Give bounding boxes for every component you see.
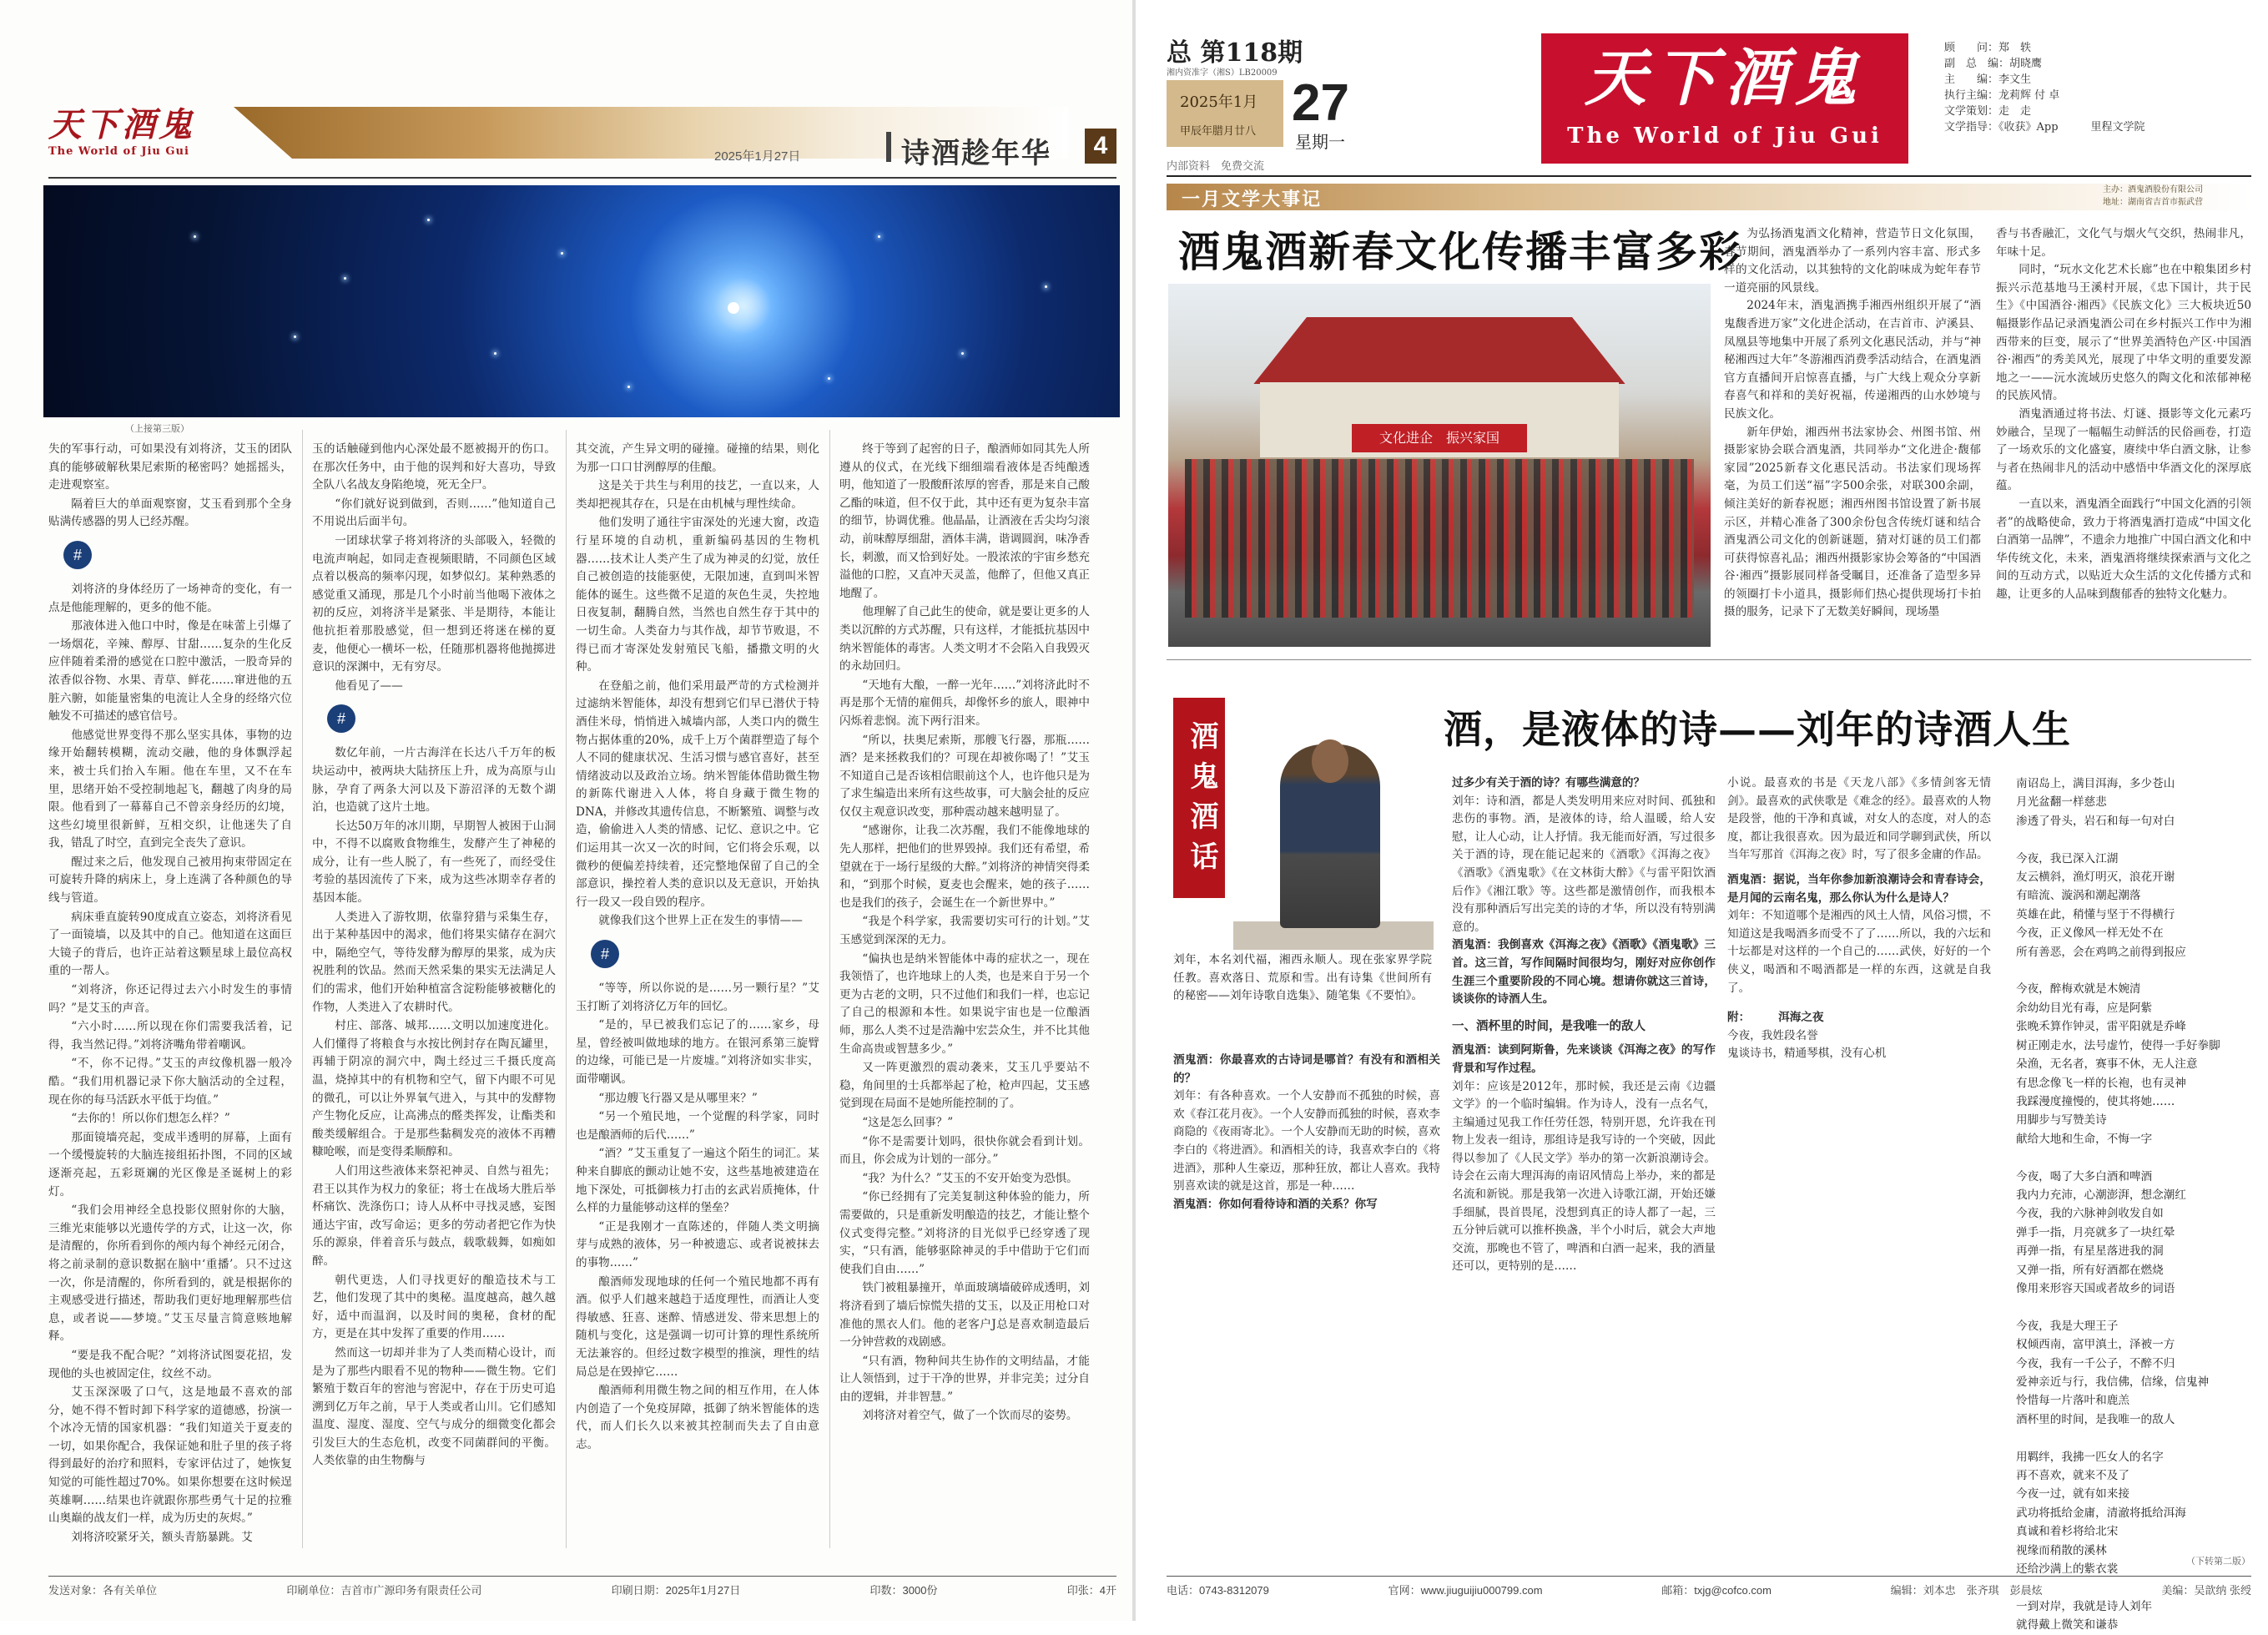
footer-right (1167, 1576, 2251, 1597)
paragraph: 同时，“玩水文化艺术长廊”也在中粮集团乡村振兴示范基地马王溪村开展，《忠下国计，共于民生》《中国酒谷·湘西》《民族文化》三大板块近50幅摄影作品记录酒鬼酒公司在乡村振兴工作中为湘西带来的巨变，展示了“世界美酒特色产区·中国酒谷·湘西”的秀美风光，展现了中华文明的重要发源地之一——沅水流域历史悠久的陶文化和浓郁神秘的民族风情。 (1996, 263, 2251, 403)
question: 过多少有关于酒的诗？有哪些满意的？ (1452, 776, 1646, 790)
paragraph: “这是怎么回事？” (862, 1115, 954, 1129)
paragraph: 刘将济咬紧牙关，额头青筋暴跳。艾 (71, 1530, 253, 1544)
paragraph: 香与书香融汇，文化气与烟火气交织，热闹非凡，年味十足。 (1996, 227, 2251, 259)
interview-headline: 酒，是液体的诗——刘年的诗酒人生 (1444, 707, 2071, 752)
paragraph: 酿酒师利用微生物之间的相互作用，在人体内创造了一个免疫屏障，抵御了纳米智能体的迭代，而人们长久以来被其控制而失去了自由意志。 (576, 1384, 819, 1451)
footer-editors: 编辑：刘本忠 张齐琪 彭晨炫 (1890, 1584, 2043, 1597)
subheading: 一、酒杯里的时间，是我唯一的敌人 (1452, 1018, 1646, 1033)
paragraph: 为弘扬酒鬼酒文化精神，营造节日文化氛围，春节期间，酒鬼酒举办了一系列内容丰富、形式多样的文化活动，以其独特的文化韵味成为蛇年春节一道亮丽的风景线。 (1724, 227, 1981, 295)
weekday: 星期一 (1295, 132, 1345, 152)
staff-list (1944, 40, 2253, 135)
day-number: 27 (1292, 74, 1349, 132)
interview-column-c (1452, 775, 1716, 1567)
paragraph: 酿酒师发现地球的任何一个殖民地都不再有酒。似乎人们越来越趋于适度理性，而酒让人变得敏感、狂喜、迷醉、情感迸发、带来思想上的随机与变化，这是强调一切可计算的理性系统所无法兼容的。但经过数字模型的推演，理性的结局总是在毁掉它…… (576, 1274, 819, 1379)
paragraph: 病床垂直旋转90度成直立姿态，刘将济看见了一面镜墙，以及其中的自己。他知道在这面巨大镜子的背后，也许正站着这颗星球上最位高权重的一帮人。 (48, 910, 292, 978)
paragraph: 这是关于共生与利用的技艺，一直以来，人类却把视其存在，只是在由机械与理性续命。 (576, 479, 819, 511)
crowd (1185, 459, 1694, 618)
paragraph: 酒鬼酒通过将书法、灯谜、摄影等文化元素巧妙融合，呈现了一幅幅生动鲜活的民俗画卷，打造了一场欢乐的文化盛宴，赓续中华白酒文脉，让参与者在热闹非凡的活动中感悟中华酒文化的深厚底蕴。 (1996, 406, 2251, 493)
staff-item: 顾 问：郑 轶 (1944, 42, 2032, 54)
paragraph: “所以，扶奥尼索斯，那艘飞行器，那瓶……酒？是来拯救我们的？可现在却被你喝了！”艾玉不知道自己是否该相信眼前这个人，也许他只是为了求生编造出来所有这些故事，可大脑会扯的反应仅仅主观意识改变，那种震动越来越明显了。 (839, 733, 1090, 819)
paragraph: “刘将济，你还记得过去六小时发生的事情吗？”是艾玉的声音。 (48, 983, 292, 1015)
paragraph: 新年伊始，湘西州书法家协会、州图书馆、州摄影家协会联合酒鬼酒，共同举办“文化进企·馥郁家园”2025新春文化惠民活动。书法家们现场挥毫，为员工们送“福”字500余张，对联300余副，倾注美好的新春祝愿；湘西州图书馆设置了新书展示区，并精心准备了300余份包含传统灯谜和结合酒鬼酒公司文化的创新谜题，猜对灯谜的员工们都可获得惊喜礼品；湘西州摄影家协会筹备的“中国酒谷·湘西”摄影展同样备受瞩目，还准备了造型多异的领圈打卡小道具，摄影师们热心提供现场打卡拍摄的服务，记录下了无数美好瞬间，现场墨 (1724, 425, 1981, 619)
paragraph: 他们发明了通往宇宙深处的光速大窗，改造行星环境的自动机，重新编码基因的生物机器……技术让人类产生了成为神灵的幻觉，放任自己被创造的技能驱使，无限加速，直到叫米智能体的诞生。这些微不足道的灰色生灵，失控地日夜复制，翻腾自然，当然也自然生存于其中的一切生命。人类奋力与其作战，却节节败退，不得已而才寄深处发射殖民飞船，播撒文明的火种。 (576, 516, 819, 674)
paragraph: 艾玉深深吸了口气，这是地最不喜欢的部分，她不得不暂时卸下科学家的道德感，扮演一个冰冷无情的国家机器：“我们知道关于夏麦的一切，如果你配合，我保证她和肚子里的孩子将得到最好的治疗和照料，专家评估过了，她恢复知觉的可能性超过70%。如果你想要在这时候逞英雄啊……结果也许就跟你那些勇气十足的拉雅山奥巅的战友们一样，成为历史的灰烬。” (48, 1385, 292, 1526)
headline: 酒鬼酒新春文化传播丰富多彩 (1178, 227, 1742, 276)
paragraph: “等等，所以你说的是……另一颗行星？”艾玉打断了刘将济亿万年的回忆。 (576, 982, 819, 1013)
page-number: 4 (1085, 129, 1116, 164)
paragraph: “只有酒，物种间共生协作的文明结晶，才能让人领悟到，过于干净的世界，并非完美；过分自由的逻辑，并非智慧。” (839, 1354, 1090, 1404)
masthead-chinese: 天下酒鬼 (1585, 43, 1865, 114)
paragraph: 又一阵更激烈的震动袭来，艾玉几乎要站不稳，角间里的士兵都举起了枪，枪声四起，艾玉感觉到现在局面不是她所能控制的了。 (839, 1061, 1090, 1111)
distribution-note: 内部资料 免费交流 (1167, 160, 1265, 173)
footer-printer: 印刷单位：吉首市广源印务有限责任公司 (286, 1584, 482, 1597)
paragraph: “你已经拥有了完美复制这种体验的能力，所需要做的，只是重新发明酿造的技艺，才能让整个仪式变得完整。”刘将济的目光似乎已经穿透了现实，“只有酒，能够驱除神灵的手中借助于它们而使我们自由……” (839, 1190, 1090, 1276)
paragraph: “那边艘飞行器又是从哪里来？” (598, 1091, 758, 1105)
paragraph: 他看见了—— (335, 679, 403, 693)
footer-art-editor: 美编：吴歆纳 张绶 (2161, 1584, 2251, 1597)
paragraph: “不，你不记得。”艾玉的声纹像机器一般冷酷。“我们用机器记录下你大脑活动的全过程，现在你的每马活跃水平低于均值。” (48, 1057, 292, 1107)
answer: 刘年：诗和酒，都是人类发明用来应对时间、孤独和悲伤的事物。酒，是液体的诗，给人温暖，给人安慰，让人心动，让人抒情。我无能而好酒，写过很多关于酒的诗，现在能记起来的《酒歌》《洱海之夜》《酒歌》《酒鬼歌》《在文林街大醉》《与雷平阳饮酒后作》《湘江歌》等。这些都是激情创作，而我根本没有那种酒后写出完美的诗的才华，所以没有特别满意的。 (1452, 794, 1716, 934)
hash-section-icon: # (327, 704, 355, 733)
year-month: 2025年1月 (1180, 93, 1258, 111)
poem-title: 附： 洱海之夜 (1727, 1011, 1824, 1025)
paragraph: 铁门被粗暴撞开，单面玻璃墙破碎成透明，刘将济看到了墙后惊慌失措的艾玉，以及正用枪口对准他的黑衣人们。他的老客户J总是喜欢制造最后一分钟营救的戏剧感。 (839, 1281, 1090, 1350)
answer: 刘年：有各种喜欢。一个人安静而不孤独的时候，喜欢《春江花月夜》。一个人安静而孤独的时候，喜欢李商隐的《夜雨寄北》。一个人安静而无助的时候，喜欢李白的《将进酒》。和酒相关的诗，我喜欢李白的《将进酒》，那种人生豪迈，那种狂放，都让人喜欢。我特别喜欢读的就是这首，那是一种…… (1173, 1089, 1440, 1193)
photo-banner: 文化进企 振兴家国 (1352, 424, 1527, 452)
hash-section-icon: # (591, 940, 619, 968)
section-divider (1167, 659, 2251, 660)
paragraph: “是的，早已被我们忘记了的……家乡，母星，曾经被叫做地球的地方。在银河系第三旋臂的边缘，可能已是一片废墟。”刘将济如实非实，面带嘲讽。 (576, 1018, 819, 1086)
masthead-english: The World of Jiu Gui (1567, 124, 1882, 149)
answer: 刘年：应该是2012年，那时候，我还是云南《边疆文学》的一个临时编辑。作为诗人，没有一点名气，主编通过见我工作任劳任怨，特别开恩，允许我在刊物上发表一组诗，那组诗是我写诗的一个突破，因此得以参加了《人民文学》举办的第一次新浪潮诗会。诗会在云南大理洱海的南诏风情岛上举办，来的都是名流和新锐。那是我第一次进入诗歌江湖，开始还嫌手细腻，畏首畏尾，没想到真正的诗人都了一起，三五分钟后就可以推杯换盏，半个小时后，就会大声地交流，那晚也不管了，啤酒和白酒一起来，我的酒量还可以，更特别的是…… (1452, 1079, 1716, 1274)
poem-opening: 今夜，我姓段名誉 鬼谈诗书，精通琴棋，没有心机 (1727, 1028, 1887, 1061)
continued-to: （下转第二版） (2186, 1556, 2250, 1567)
question: 酒鬼酒：据说，当年你参加新浪潮诗会和青春诗会，是月闻的云南名鬼，那么你认为什么是诗人？ (1727, 872, 1991, 905)
paragraph: 终于等到了起窖的日子，酿酒师如同其先人所遵从的仪式，在光线下细细端看液体是否纯酿透明，他知道了一股酸酐浓厚的窖香，那是来自己酸乙酯的味道，但不仅于此，其中还有更为复杂丰富的细节，协调优雅。他晶晶，让酒液在舌尖均匀滚动，前味醇厚细甜，酒体丰满，谐调圆润，味净香长，刺激，而又恰到好处。一股浓浓的宇宙乡愁充溢他的口腔，又直冲天灵盖，他醉了，但他又真正地醒了。 (839, 442, 1090, 600)
paragraph: “感谢你，让我二次苏醒，我们不能像地球的先人那样，把他们的世界毁掉。我们还有希望，希望就在于一场行星级的大醉。”刘将济的神情突得柔和，“到那个时候，夏麦也会醒来，她的孩子……也是我们的孩子，会诞生在一个新世界中。” (839, 824, 1090, 910)
paragraph: 朝代更迭，人们寻找更好的酿造技术与工艺，他们发现了其中的奥秘。温度越高，越久越好，适中而温润，以及时间的奥秘，食材的配方，更是在其中发挥了重要的作用…… (312, 1273, 556, 1341)
paragraph: 就像我们这个世界上正在发生的事情—— (598, 914, 803, 928)
paragraph: 他感觉世界变得不那么坚实具体，事物的边缘开始翻转模糊，流动交融，他的身体飘浮起来，被士兵们抬入车厢。他在车里，又不在车里，思绪开始不受控制地起飞，翻越了肉身的局限。他看到了一幕幕自己不曾亲身经历的幻境，这些幻境里很新鲜，互相交织，让他迷失了自我，错乱了时空，直到完全丧失了意识。 (48, 728, 292, 850)
building-roof (1218, 317, 1661, 384)
footer-print-count: 印数：3000份 (869, 1584, 938, 1597)
paragraph: 2024年末，酒鬼酒携手湘西州组织开展了“酒鬼馥香进万家”文化进企活动，在吉首市、泸溪县、凤凰县等地集中开展了系列文化惠民活动，并与“神秘湘西过大年”冬游湘西消费季活动结合，在酒鬼酒官方直播间开启惊喜直播，与广大线上观众分享新春喜气和祥和的美好祝福，传递湘西的山水妙境与民族文化。 (1724, 299, 1981, 421)
paragraph: “我是个科学家，我需要切实可行的计划。”艾玉感觉到深深的无力。 (839, 915, 1090, 947)
section-bar (1167, 184, 2251, 210)
page-date: 2025年1月27日 (714, 149, 801, 164)
paragraph: 在登船之前，他们采用最严苛的方式检测并过滤纳米智能体，却没有想到它们早已潜伏于特酒佳米母，悄悄进入城墙内部，人类口内的微生物占据体重的20%，成千上万个菌群塑造了每个人不同的健康状况、生活习惯与感官喜好，甚至情绪波动以及政治立场。纳米智能体借助微生物的新陈代谢进入人体，将自身藏于微生物的DNA，并修改其遗传信息，不断繁殖、调整与改造，偷偷进入人类的情感、记忆、意识之中。它们运用其一次又一次的时间，它们将会乐观，以微秒的便偏差持续着，还完整地保留了自己的全部意识，操控着人类的意识以及无意识，开始执行一段又一段自毁的程序。 (576, 679, 819, 909)
paragraph: 然而这一切却并非为了人类而精心设计，而是为了那些内眼看不见的物种——微生物。它们繁殖于数百年的窖池与窖泥中，存在于历史可追溯到亿万年之前，早于人类或者山川。它们感知温度、湿度、湿度、空气与成分的细微变化都会引发巨大的生态危机，改变不同菌群间的平衡。人类依靠的由生物酶与 (312, 1345, 556, 1468)
staff-item: 执行主编：龙莉辉 付 卓 (1944, 89, 2060, 102)
section-title: 一月文学大事记 (1182, 189, 1323, 210)
paragraph: 醒过来之后，他发现自己被用拘束带固定在可旋转升降的病床上，身上连满了各种颜色的导线与管道。 (48, 855, 292, 906)
lunar-date: 甲辰年腊月廿八 (1180, 125, 1257, 138)
paragraph: “正是我刚才一直陈述的，伴随人类文明摘芽与成熟的液体，另一种被遗忘、或者说被抹去的事物……” (576, 1219, 819, 1269)
footer-email: 邮箱：txjg@cofco.com (1661, 1584, 1772, 1597)
issue-number: 总 第118期 (1167, 38, 1303, 68)
registration-number: 湘内资准字（湘S）LB20009 (1167, 68, 1278, 78)
continued-from: （上接第三版） (125, 423, 189, 434)
paragraph: “我？为什么？”艾玉的不安开始变为恐惧。 (862, 1171, 1078, 1185)
section-title: 诗酒趁年华 (901, 137, 1051, 170)
logo-english: The World of Jiu Gui (48, 145, 189, 158)
paragraph: “我们会用神经全息投影仪照射你的大脑，三维光束能够以光遗传学的方式，让这一次，你是清醒的，你所看到你的颅内每个神经元闭合，将之前录制的意识数据在脑中‘重播’。只不过这一次，你是清醒的，你所看到的，就是根据你的主观感受进行描述，帮助我们更好地理解那些信息，或者说——梦境。”艾玉尽量言简意赅地解释。 (48, 1204, 292, 1344)
paragraph: 人们用这些液体来祭祀神灵、自然与祖先；君王以其作为权力的象征；将士在战场大胜后举杯痛饮、洗涤伤口；诗人从杯中寻找灵感，妄图通达宇宙，改写命运；更多的劳动者把它作为快乐的源泉，伴着音乐与鼓点，载歌载舞，如痴如醉。 (312, 1163, 556, 1268)
footer-send: 发送对象：各有关单位 (48, 1584, 158, 1597)
paragraph: 隔着巨大的单面观察窗，艾玉看到那个全身贴满传感器的男人已经苏醒。 (48, 497, 292, 529)
news-column-b (1996, 225, 2251, 651)
paragraph: 其交流，产生异文明的碰撞。碰撞的结果，则化为那一口口甘洌醇厚的佳酿。 (576, 442, 819, 474)
footer-sheet-size: 印张：4开 (1066, 1584, 1116, 1597)
paragraph: “另一个殖民地，一个觉醒的科学家，同时也是酿酒师的后代……” (576, 1110, 819, 1142)
paragraph: “天地有大酿，一醉一光年……”刘将济此时不再是那个无情的雇佣兵，却像怀乡的旅人，眼神中闪烁着悲悯。流下两行泪来。 (839, 678, 1090, 728)
paragraph: 长达50万年的冰川期，早期智人被困于山洞中，不得不以腐败食物维生，发酵产生了神秘的成分，让有一些人脱了，有一些死了，而经受住考验的基因流传了下来，成为这些冰期幸存者的基因本能。 (312, 819, 556, 906)
hash-section-icon: # (63, 541, 92, 569)
staff-item: 文学指导：《收获》App 里程文学院 (1944, 121, 2145, 134)
staff-item: 主 编：李文生 (1944, 73, 2032, 86)
paragraph: 玉的话触碰到他内心深处最不愿被揭开的伤口。在那次任务中，由于他的误判和好大喜功，导致全队八名战友身陷绝境，死无全尸。 (312, 442, 556, 492)
paragraph: “酒？”艾玉重复了一遍这个陌生的词汇。某种来自脚底的颤动让她不安，这些基地被建造在地下深处，可抵御核力打击的玄武岩质掩体，什么样的力量能够动这样的堡垒？ (576, 1147, 819, 1215)
paragraph: 一团球状掌子将刘将济的头部吸入，轻微的电流声响起，如同走查视频眼睛，不同颜色区域点着以极高的频率闪现，如梦似幻。某种熟悉的感觉重又涌现，那是几个小时前当他喝下液体之初的反应，刘将济半是紧张、半是期待，本能让他抗拒着那股感觉，但一想到还将迷在梯的夏麦，他便心一横坏一松，任随那机器将他抛掷进意识的深渊中，无有穷尽。 (312, 533, 556, 674)
group-photo (1168, 284, 1711, 647)
paragraph: “偏执也是纳米智能体中毒的症状之一，现在我领悟了，也许地球上的人类，也是来自于另一个更为古老的文明，只不过他们和我们一样，也忘记了自己的根源和本性。如果说宇宙也是一位酿酒师，那么人类不过是浩瀚中宏芸众生，并不比其他生命高贵或智慧多少。” (839, 951, 1090, 1056)
logo-chinese: 天下酒鬼 (48, 105, 195, 144)
poem-text: 南诏岛上，满目洱海，多少苍山 月光盆翻一样慈悲 渗透了骨头，岩石和每一句对白 今夜，我已深入江湖 友云横斜，渔灯明灭，浪花开谢 有暗流、漩涡和潮起潮落 英雄在此，稍懂与坚于不得横行 今夜，正义像风一样无处不在 所有善恶，会在鸡鸣之前得到报应 今夜，醉梅欢就是木婉清 余幼幼目光有毒，应是阿紫 张晚禾算作钟灵，雷平阳就是乔峰 树正刚走水，法号虚竹，使得一手好拳脚 朵渔，无名者，赛事不休，无人注意 有思念像飞一样的长袍，也有灵神 我踩漫度撞慢的，使其将她…… 用脚步与写赞美诗 献给大地和生命，不悔一字 今夜，喝了大多白酒和啤酒 我内力充沛，心潮澎湃，想念潮红 今夜，我的六脉神剑收发自如 弹手一指，月亮就多了一块红晕 再弹一指，有星星落进我的洞 又弹一指，所有好酒都在燃烧 像用来形容天国或者故乡的词语 今夜，我是大理王子 权倾西南，富甲滇土，泽被一方 今夜，我有一千公子，不醉不归 爱神亲近与行，我信佛，信缘，信鬼神 怜惜每一片落叶和鹿羔 酒杯里的时间，是我唯一的敌人 用羁绊，我拂一匹女人的名字 再不喜欢，就来不及了 今夜一过，就有如来接 武功将抵给金庸，清澈将抵给洱海 真诚和着杉将给北宋 视缘而稍散的溪林 还给沙满上的紫衣裳 一到对岸，我就是诗人刘年 就得戴上微笑和谦恭 (2016, 777, 2220, 1632)
masthead (1541, 33, 1908, 164)
interview-column-e (1727, 775, 1991, 1567)
question: 酒鬼酒：你如何看待诗和酒的关系？你写 (1173, 1197, 1378, 1211)
footer-phone: 电话：0743-8312079 (1167, 1584, 1269, 1597)
footer-website: 官网：www.jiuguijiu000799.com (1388, 1584, 1543, 1597)
interview-column-d (1173, 1052, 1440, 1567)
answer: 刘年：不知道哪个是湘西的风土人情，风俗习惯，不知道这是我喝酒多而受不了了……所以，我的六坛和十坛都是对这样的一个自己的……武侠，好好的一个侠义，喝酒和不喝酒都是一样的东西，这就是自我了。 (1727, 909, 1991, 995)
paragraph: 刘将济的身体经历了一场神奇的变化，有一点是他能理解的，更多的他不能。 (48, 582, 292, 614)
question: 酒鬼酒：读到阿斯鲁，先来谈谈《洱海之夜》的写作背景和写作过程。 (1452, 1043, 1716, 1075)
paragraph: “六小时……所以现在你们需要我活着，记得，我当然记得。”刘将济嘴角带着嘲讽。 (48, 1020, 292, 1052)
paragraph: 那面镜墙亮起，变成半透明的屏幕，上面有一个缓慢旋转的大脑连接组拓扑图，不同的区域逐渐亮起，五彩斑斓的光区像是圣诞树上的彩灯。 (48, 1130, 292, 1198)
paragraph: 人类进入了游牧期，依靠狩猎与采集生存，出于某种基因中的渴求，他们将果实储存在洞穴中，隔绝空气，等待发酵为醇厚的果浆，成为庆祝胜利的饮品。然而天然采集的果实无法满足人们的需求，他们开始种植富含淀粉能够被糖化的作物，人类进入了农耕时代。 (312, 910, 556, 1014)
footer-print-date: 印刷日期：2025年1月27日 (611, 1584, 741, 1597)
paragraph: 他理解了自己此生的使命，就是要让更多的人类以沉醉的方式苏醒，只有这样，才能抵抗基因中纳米智能体的毒害。人类文明才不会陷入自我毁灭的永劫回归。 (839, 605, 1090, 674)
author-portrait (1233, 724, 1434, 950)
paragraph: 数亿年前，一片古海洋在长达八千万年的板块运动中，被两块大陆挤压上升，成为高原与山脉，孕育了两条大河以及下游沼泽的无数个湖泊，也造就了这片土地。 (312, 746, 556, 815)
news-column-a (1724, 225, 1981, 651)
paragraph: “你们就好说到做到，否则……”他知道自己不用说出后面半句。 (312, 497, 556, 529)
staff-item: 文学策划：走 走 (1944, 105, 2032, 118)
column-badge: 酒鬼酒话 (1173, 698, 1225, 898)
question: 酒鬼酒：我倒喜欢《洱海之夜》《酒歌》《酒鬼歌》三首。这三首，写作间隔时间很均匀，刚好对应你创作生涯三个重要阶段的不同心境。想请你就这三首诗，谈谈你的诗酒人生。 (1452, 938, 1716, 1007)
paragraph: “去你的！所以你们想怎么样？” (71, 1112, 230, 1126)
paragraph: 一直以来，酒鬼酒全面践行“中国文化酒的引领者”的战略使命，致力于将酒鬼酒打造成“中国文化白酒第一品牌”，不遗余力地推广中国白酒文化和中华传统文化，未来，酒鬼酒将继续探索酒与文化之间的互动方式，以贴近大众生活的文化传播方式和趣，让更多的人品味到馥郁香的独特文化魅力。 (1996, 497, 2252, 601)
paragraph: “你不是需要计划吗，很快你就会看到计划。而且，你会成为计划的一部分。” (839, 1134, 1090, 1167)
header-rule (1167, 175, 2251, 177)
author-bio: 刘年，本名刘代福，湘西永顺人。现在张家界学院任教。喜欢落日、荒原和雪。出有诗集《世间所有的秘密——刘年诗歌自选集》、随笔集《不要怕》。 (1173, 953, 1432, 1003)
paragraph: 村庄、部落、城邦……文明以加速度进化。人们懂得了将粮食与水按比例封存在陶瓦罐里，再辅于阴凉的洞穴中，陶土经过三千摄氏度高温，烧掉其中的有机物和空气，留下内眼不可见的微孔，可以让外界氧气进入，与其中的发酵物产生物化反应，让高沸点的醛类挥发，让酯类和酸类缓解组合。于是那些黏稠发亮的液体不再糟糠呛喉，而是变得柔顺醇和。 (312, 1019, 556, 1159)
paragraph: 刘将济对着空气，做了一个饮而尽的姿势。 (862, 1409, 1078, 1423)
answer: 小说。最喜欢的书是《天龙八部》《多情剑客无情剑》。最喜欢的武侠歌是《难念的经》。最喜欢的人物是段誉，他的干净和真诚，对女人的态度，对人的态度，都让我很喜欢。因为最近和同学聊到武侠，所以当年写那首《洱海之夜》时，写了很多金庸的作品。 (1727, 776, 1991, 862)
paragraph: 那液体进入他口中时，像是在味蕾上引爆了一场烟花，辛辣、醇厚、甘甜……复杂的生化反应伴随着柔滑的感觉在口腔中激活，一股奇异的浓香似谷物、水果、青草、鲜花……窜进他的五脏六腑，如能量密集的电流让人全身的经络穴位触发不可描述的感官信号。 (48, 619, 292, 724)
sponsor-info: 主办：酒鬼酒股份有限公司 地址：湖南省吉首市振武营 (2103, 185, 2203, 207)
paragraph: 失的军事行动，可如果没有刘将济，艾玉的团队真的能够破解秋果尼索斯的秘密吗？她摇摇头，走进观察室。 (48, 442, 292, 492)
paragraph: “要是我不配合呢？”刘将济试图耍花招，发现他的头也被固定住，纹丝不动。 (48, 1348, 292, 1380)
portrait-head (1312, 739, 1348, 783)
staff-item: 副 总 编：胡晓鹰 (1944, 58, 2043, 70)
question: 酒鬼酒：你最喜欢的古诗词是哪首？有没有和酒相关的？ (1173, 1053, 1440, 1085)
